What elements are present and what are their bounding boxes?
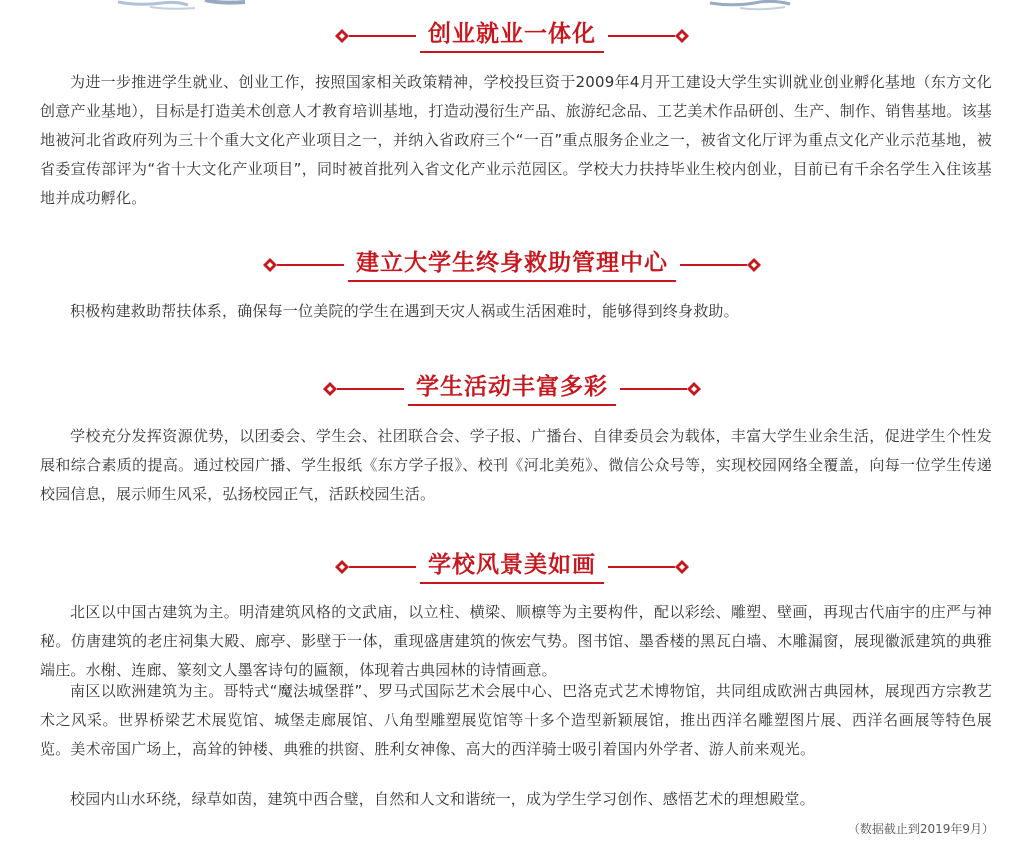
section-paragraph: 校园内山水环绕，绿草如茵，建筑中西合璧，自然和人文和谐统一，成为学生学习创作、感悟艺术的理想殿堂。 [70, 790, 815, 808]
section-paragraph: 积极构建救助帮扶体系，确保每一位美院的学生在遇到天灾人祸或生活困难时，能够得到终身救助。 [70, 302, 739, 320]
section-heading-1 [0, 16, 1024, 56]
section-heading-4 [0, 547, 1024, 587]
section-title: 学生活动丰富多彩 [408, 372, 616, 406]
section-title: 学校风景美如画 [420, 550, 604, 584]
data-cutoff-note: （数据截止到2019年9月） [847, 822, 994, 836]
left-diamond-ornament-icon [262, 255, 344, 275]
left-diamond-ornament-icon [334, 26, 416, 46]
right-diamond-ornament-icon [680, 255, 762, 275]
right-diamond-ornament-icon [620, 379, 702, 399]
section-heading-2 [0, 245, 1024, 285]
left-diamond-ornament-icon [322, 379, 404, 399]
left-diamond-ornament-icon [334, 557, 416, 577]
section-title: 创业就业一体化 [420, 19, 604, 53]
section-title: 建立大学生终身救助管理中心 [348, 248, 676, 282]
section-paragraph: 南区以欧洲建筑为主。哥特式“魔法城堡群”、罗马式国际艺术会展中心、巴洛克式艺术博物馆，共同组成欧洲古典园林，展现西方宗教艺术之风采。世界桥梁艺术展览馆、城堡走廊展馆、八角型雕塑展览馆等十多个造型新颖展馆，推出西洋名雕塑图片展、西洋名画展等特色展览。美术帝国广场上，高耸的钟楼、典雅的拱窗、胜利女神像、高大的西洋骑士吸引着国内外学者、游人前来观光。 [40, 682, 992, 758]
right-diamond-ornament-icon [608, 26, 690, 46]
section-paragraph: 为进一步推进学生就业、创业工作，按照国家相关政策精神，学校投巨资于2009年4月开工建设大学生实训就业创业孵化基地（东方文化创意产业基地），目标是打造美术创意人才教育培训基地，打造动漫衍生产品、旅游纪念品、工艺美术作品研创、生产、制作、销售基地。该基地被河北省政府列为三十个重大文化产业项目之一，并纳入省政府三个“一百”重点服务企业之一，被省文化厅评为重点文化产业示范基地，被省委宣传部评为“省十大文化产业项目”，同时被首批列入省文化产业示范园区。学校大力扶持毕业生校内创业，目前已有千余名学生入住该基地并成功孵化。 [40, 73, 992, 207]
section-heading-3 [0, 369, 1024, 409]
section-paragraph: 学校充分发挥资源优势，以团委会、学生会、社团联合会、学子报、广播台、自律委员会为载体，丰富大学生业余生活，促进学生个性发展和综合素质的提高。通过校园广播、学生报纸《东方学子报》、校刊《河北美苑》、微信公众号等，实现校园网络全覆盖，向每一位学生传递校园信息，展示师生风采，弘扬校园正气，活跃校园生活。 [40, 427, 992, 503]
top-ink-decoration [0, 0, 1024, 12]
right-diamond-ornament-icon [608, 557, 690, 577]
section-paragraph: 北区以中国古建筑为主。明清建筑风格的文武庙，以立柱、横梁、顺檩等为主要构件，配以彩绘、雕塑、壁画，再现古代庙宇的庄严与神秘。仿唐建筑的老庄祠集大殿、廊亭、影壁于一体，重现盛唐建筑的恢宏气势。图书馆、墨香楼的黑瓦白墙、木雕漏窗，展现徽派建筑的典雅端庄。水榭、连廊、篆刻文人墨客诗句的匾额，体现着古典园林的诗情画意。 [40, 603, 992, 679]
